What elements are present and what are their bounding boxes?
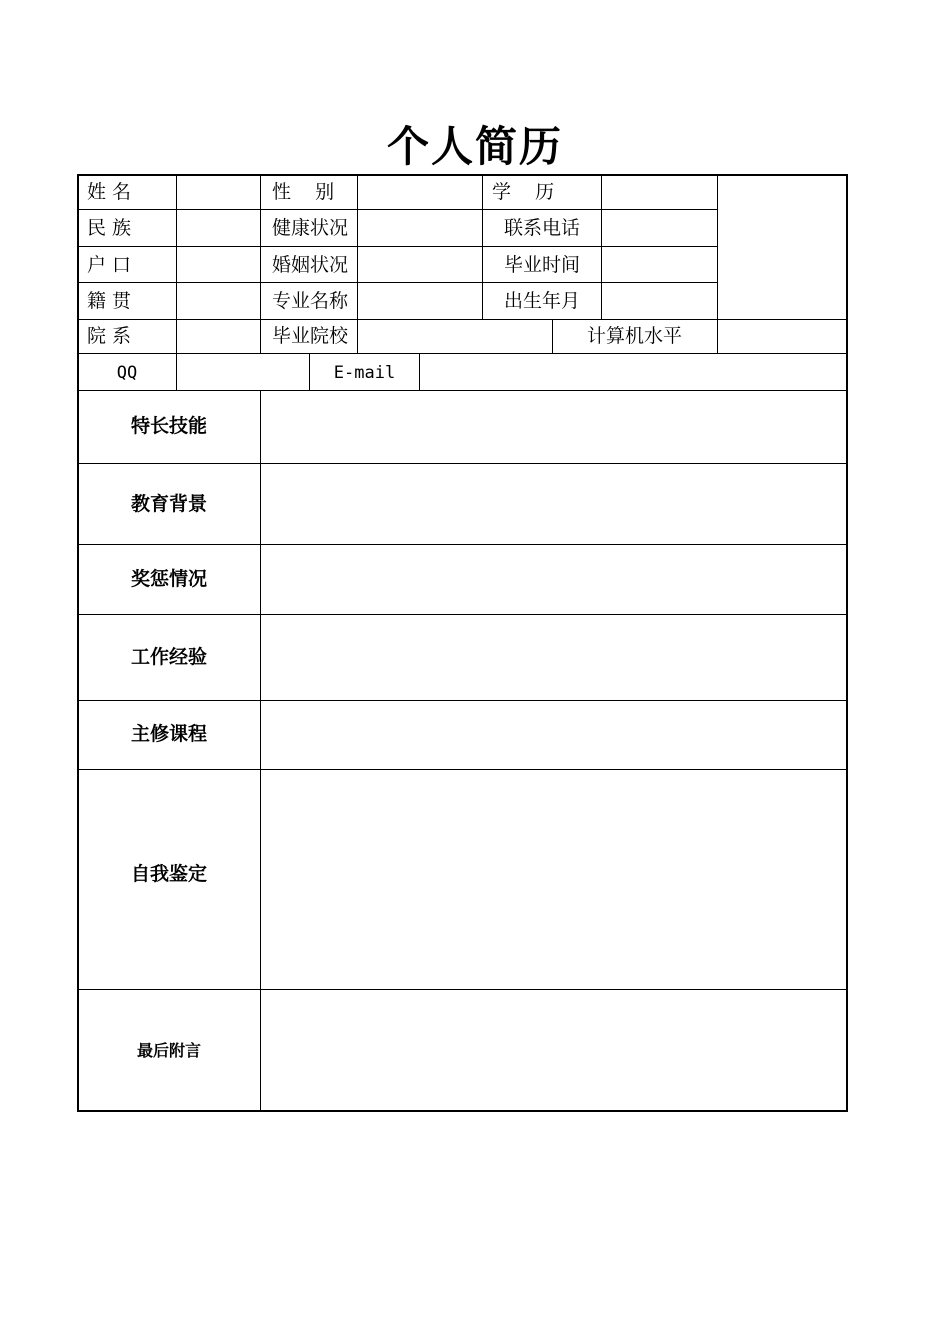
rewards-label: 奖惩情况 [130, 568, 207, 590]
graduation-time-field[interactable] [602, 247, 717, 282]
education-background-field[interactable] [261, 464, 846, 544]
self-evaluation-field[interactable] [261, 770, 846, 989]
native-place-field[interactable] [177, 283, 260, 319]
phone-label: 联系电话 [504, 217, 581, 239]
final-note-field[interactable] [261, 990, 846, 1110]
school-label: 毕业院校 [272, 325, 349, 347]
major-label: 专业名称 [272, 290, 349, 312]
marital-label: 婚姻状况 [272, 254, 349, 276]
column-divider [552, 319, 553, 353]
hukou-field[interactable] [177, 247, 260, 282]
computer-level-field[interactable] [718, 320, 846, 353]
name-label: 姓 名 [87, 181, 132, 203]
courses-label: 主修课程 [130, 723, 207, 745]
email-field[interactable] [420, 354, 846, 390]
column-divider [260, 174, 261, 353]
computer-level-label: 计算机水平 [587, 325, 683, 347]
marital-field[interactable] [358, 247, 482, 282]
column-divider [482, 174, 483, 319]
page-title: 个人简历 [386, 122, 563, 171]
photo-area[interactable] [718, 175, 846, 319]
birth-label: 出生年月 [504, 290, 581, 312]
work-experience-field[interactable] [261, 615, 846, 700]
native-place-label: 籍 贯 [87, 290, 132, 312]
health-label: 健康状况 [272, 217, 349, 239]
skills-label: 特长技能 [130, 415, 207, 437]
work-experience-label: 工作经验 [130, 646, 207, 668]
school-field[interactable] [358, 320, 552, 353]
gender-field[interactable] [358, 175, 482, 209]
ethnicity-label: 民 族 [87, 217, 132, 239]
education-field[interactable] [602, 175, 717, 209]
rewards-field[interactable] [261, 545, 846, 614]
self-evaluation-label: 自我鉴定 [130, 863, 207, 885]
qq-field[interactable] [177, 354, 309, 390]
hukou-label: 户 口 [87, 254, 132, 276]
final-note-label: 最后附言 [136, 1041, 201, 1060]
education-label: 学 历 [492, 181, 555, 203]
email-label: E-mail [333, 363, 396, 383]
birth-field[interactable] [602, 283, 717, 319]
courses-field[interactable] [261, 701, 846, 769]
major-field[interactable] [358, 283, 482, 319]
health-field[interactable] [358, 210, 482, 246]
graduation-time-label: 毕业时间 [504, 254, 581, 276]
qq-label: QQ [116, 363, 138, 383]
skills-field[interactable] [261, 391, 846, 463]
department-label: 院 系 [87, 325, 132, 347]
ethnicity-field[interactable] [177, 210, 260, 246]
department-field[interactable] [177, 320, 260, 353]
education-background-label: 教育背景 [130, 493, 207, 515]
gender-label: 性 别 [272, 181, 335, 203]
phone-field[interactable] [602, 210, 717, 246]
name-field[interactable] [177, 175, 260, 209]
